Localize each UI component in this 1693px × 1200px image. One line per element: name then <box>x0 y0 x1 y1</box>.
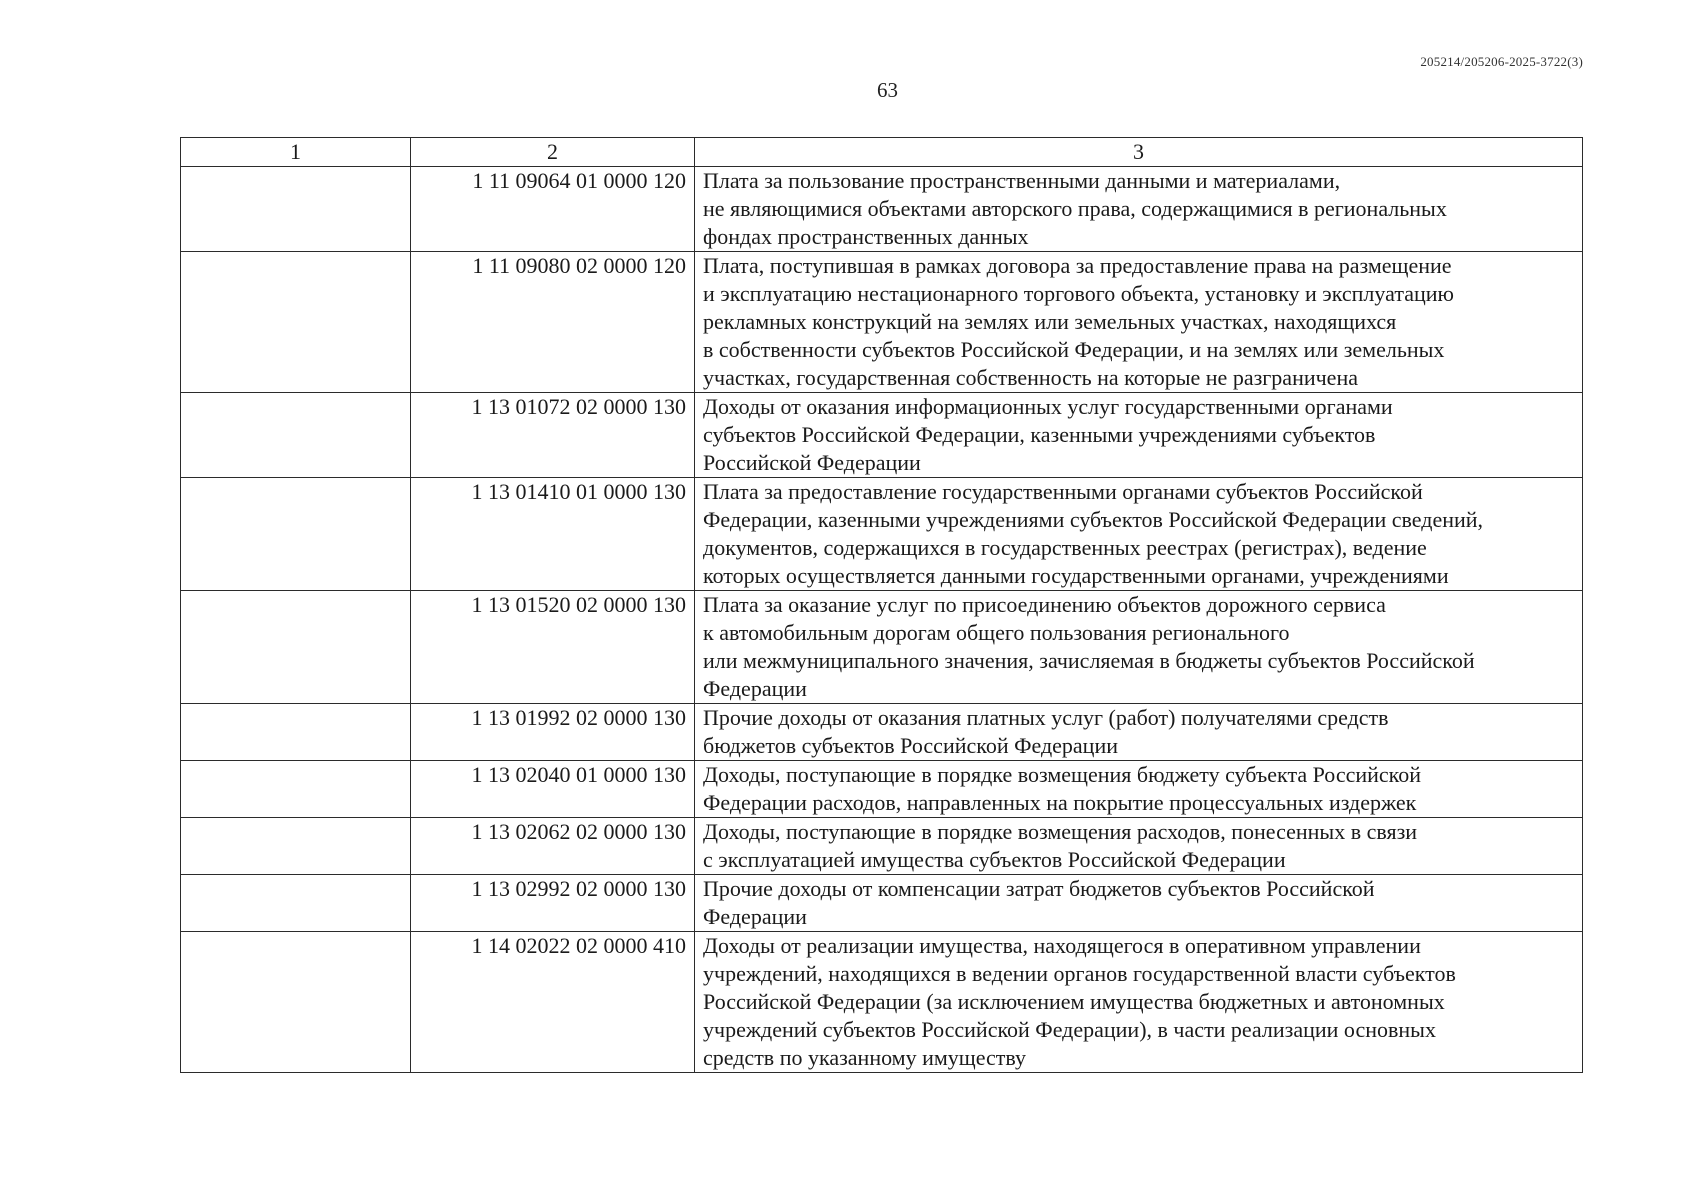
description-line: средств по указанному имуществу <box>703 1045 1027 1070</box>
table-row <box>181 932 1583 1073</box>
revenue-code-cell: 1 13 02040 01 0000 130 <box>411 761 695 818</box>
description-line: не являющимися объектами авторского права, содержащимися в региональных <box>703 196 1447 221</box>
description-line: Федерации <box>703 904 807 929</box>
description-line: с эксплуатацией имущества субъектов Российской Федерации <box>703 847 1286 872</box>
admin-code-cell <box>181 761 411 818</box>
admin-code-cell <box>181 875 411 932</box>
column-header-2: 2 <box>411 138 695 167</box>
description-line: Доходы от оказания информационных услуг государственными органами <box>703 394 1393 419</box>
description-line: в собственности субъектов Российской Федерации, и на землях или земельных <box>703 337 1445 362</box>
description-line: Плата за пользование пространственными данными и материалами, <box>703 168 1341 193</box>
column-header-3: 3 <box>695 138 1583 167</box>
revenue-code-cell: 1 11 09064 01 0000 120 <box>411 167 695 252</box>
table-row <box>181 252 1583 393</box>
description-line: Доходы от реализации имущества, находящегося в оперативном управлении <box>703 933 1421 958</box>
header-row <box>181 138 1583 167</box>
description-line: Федерации <box>703 676 807 701</box>
table-row <box>181 393 1583 478</box>
revenue-code-cell: 1 13 02992 02 0000 130 <box>411 875 695 932</box>
revenue-codes-table <box>180 137 1583 1073</box>
admin-code-cell <box>181 167 411 252</box>
revenue-code-cell: 1 13 01520 02 0000 130 <box>411 591 695 704</box>
revenue-code-cell: 1 13 01992 02 0000 130 <box>411 704 695 761</box>
table-row <box>181 591 1583 704</box>
description-line: фондах пространственных данных <box>703 224 1029 249</box>
revenue-description-cell <box>695 393 1583 478</box>
table-row <box>181 478 1583 591</box>
revenue-code-cell: 1 13 01410 01 0000 130 <box>411 478 695 591</box>
table-row <box>181 761 1583 818</box>
table-row <box>181 818 1583 875</box>
admin-code-cell <box>181 704 411 761</box>
admin-code-cell <box>181 252 411 393</box>
description-line: Плата за предоставление государственными органами субъектов Российской <box>703 479 1423 504</box>
admin-code-cell <box>181 932 411 1073</box>
revenue-description-cell <box>695 591 1583 704</box>
revenue-description-cell <box>695 167 1583 252</box>
description-line: рекламных конструкций на землях или земельных участках, находящихся <box>703 309 1397 334</box>
description-line: Доходы, поступающие в порядке возмещения расходов, понесенных в связи <box>703 819 1418 844</box>
revenue-description-cell <box>695 932 1583 1073</box>
admin-code-cell <box>181 591 411 704</box>
table-row <box>181 704 1583 761</box>
admin-code-cell <box>181 818 411 875</box>
description-line: учреждений субъектов Российской Федерации), в части реализации основных <box>703 1017 1436 1042</box>
admin-code-cell <box>181 393 411 478</box>
description-line: субъектов Российской Федерации, казенными учреждениями субъектов <box>703 422 1376 447</box>
description-line: Федерации, казенными учреждениями субъектов Российской Федерации сведений, <box>703 507 1484 532</box>
description-line: Российской Федерации (за исключением имущества бюджетных и автономных <box>703 989 1445 1014</box>
description-line: участках, государственная собственность на которые не разграничена <box>703 365 1358 390</box>
column-header-1: 1 <box>181 138 411 167</box>
document-id: 205214/205206-2025-3722(3) <box>1420 54 1583 69</box>
admin-code-cell <box>181 478 411 591</box>
description-line: Российской Федерации <box>703 450 921 475</box>
description-line: Прочие доходы от оказания платных услуг (работ) получателями средств <box>703 705 1389 730</box>
revenue-description-cell <box>695 875 1583 932</box>
page-number: 63 <box>877 78 898 102</box>
revenue-description-cell <box>695 478 1583 591</box>
table-row <box>181 875 1583 932</box>
description-line: Доходы, поступающие в порядке возмещения бюджету субъекта Российской <box>703 762 1422 787</box>
description-line: Федерации расходов, направленных на покрытие процессуальных издержек <box>703 790 1417 815</box>
description-line: Плата, поступившая в рамках договора за предоставление права на размещение <box>703 253 1452 278</box>
description-line: Плата за оказание услуг по присоединению объектов дорожного сервиса <box>703 592 1386 617</box>
description-line: Прочие доходы от компенсации затрат бюджетов субъектов Российской <box>703 876 1375 901</box>
revenue-code-cell: 1 11 09080 02 0000 120 <box>411 252 695 393</box>
description-line: которых осуществляется данными государственными органами, учреждениями <box>703 563 1449 588</box>
revenue-code-cell: 1 13 01072 02 0000 130 <box>411 393 695 478</box>
description-line: и эксплуатацию нестационарного торгового объекта, установку и эксплуатацию <box>703 281 1454 306</box>
description-line: или межмуниципального значения, зачисляемая в бюджеты субъектов Российской <box>703 648 1475 673</box>
description-line: учреждений, находящихся в ведении органов государственной власти субъектов <box>703 961 1456 986</box>
table-body <box>181 167 1583 1073</box>
revenue-description-cell <box>695 818 1583 875</box>
description-line: к автомобильным дорогам общего пользования регионального <box>703 620 1290 645</box>
description-line: бюджетов субъектов Российской Федерации <box>703 733 1118 758</box>
revenue-code-cell: 1 14 02022 02 0000 410 <box>411 932 695 1073</box>
description-line: документов, содержащихся в государственных реестрах (регистрах), ведение <box>703 535 1427 560</box>
revenue-description-cell <box>695 252 1583 393</box>
table-row <box>181 167 1583 252</box>
revenue-description-cell <box>695 704 1583 761</box>
table-header <box>181 138 1583 167</box>
revenue-code-cell: 1 13 02062 02 0000 130 <box>411 818 695 875</box>
revenue-description-cell <box>695 761 1583 818</box>
